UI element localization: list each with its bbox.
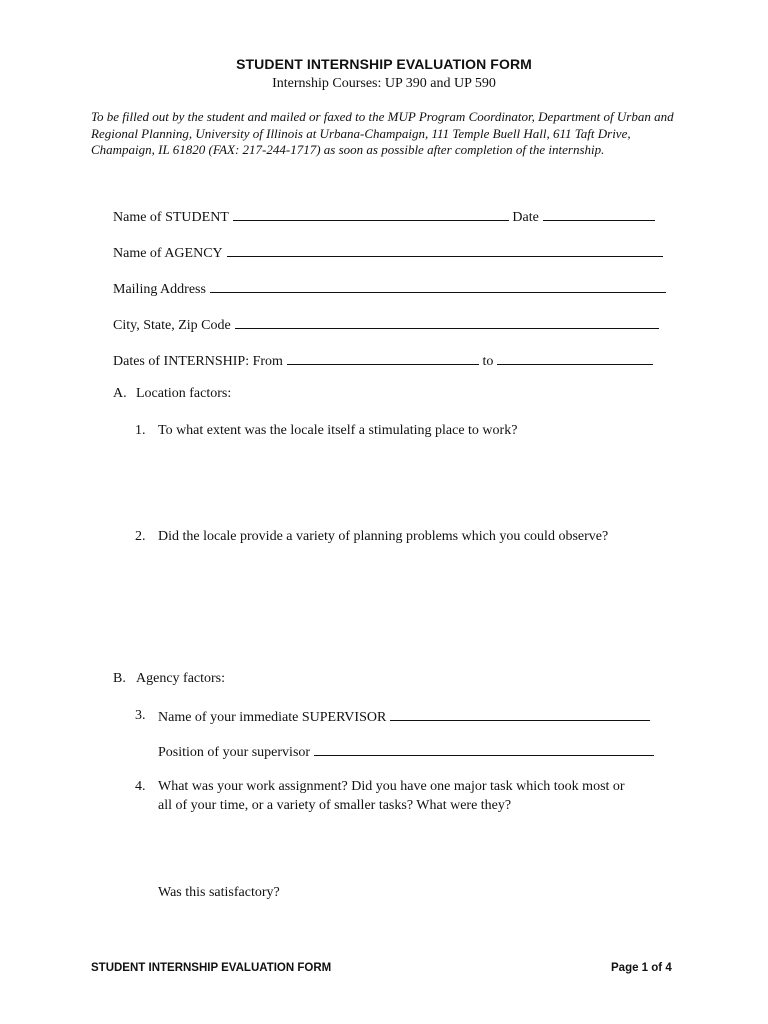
date-blank[interactable] — [543, 207, 655, 221]
section-b-label: Agency factors: — [136, 671, 226, 686]
mailing-address-row — [113, 279, 666, 299]
question-1-number: 1. — [135, 423, 146, 438]
student-name-label: Name of STUDENT — [113, 210, 229, 225]
mailing-address-blank[interactable] — [210, 279, 666, 293]
supervisor-position-blank[interactable] — [314, 742, 654, 756]
footer-form-title: STUDENT INTERNSHIP EVALUATION FORM — [91, 962, 332, 974]
city-state-zip-row — [113, 315, 659, 335]
section-a-label: Location factors: — [136, 386, 232, 401]
question-4-line-2: all of your time, or a variety of smaller tasks? What were they? — [158, 798, 512, 813]
internship-from-blank[interactable] — [287, 351, 479, 365]
footer-page-number: Page 1 of 4 — [611, 962, 672, 974]
agency-name-blank[interactable] — [227, 243, 663, 257]
question-3-number: 3. — [135, 708, 146, 723]
city-state-zip-label: City, State, Zip Code — [113, 318, 231, 333]
supervisor-name-blank[interactable] — [390, 707, 650, 721]
agency-name-label: Name of AGENCY — [113, 246, 223, 261]
internship-to-label: to — [482, 354, 494, 369]
date-label: Date — [512, 210, 539, 225]
internship-to-blank[interactable] — [497, 351, 653, 365]
question-3-text — [158, 707, 650, 727]
instructions-paragraph: To be filled out by the student and mailed or faxed to the MUP Program Coordinator, Department of Urban and Regional Planning, University of Illinois at Urbana-Champaign, 111 Temple Buell Hall, 611 Taft Drive, Champaign, IL 61820 (FAX: 217-244-1717) as soon as possible after completion of the internship. — [91, 109, 674, 157]
section-a-heading — [113, 386, 231, 402]
student-name-blank[interactable] — [233, 207, 509, 221]
question-2-number: 2. — [135, 529, 146, 544]
city-state-zip-blank[interactable] — [235, 315, 659, 329]
supervisor-position-label: Position of your supervisor — [158, 745, 311, 760]
question-4-followup: Was this satisfactory? — [158, 885, 280, 900]
question-4-number: 4. — [135, 779, 146, 794]
section-b-letter: B. — [113, 671, 126, 686]
supervisor-position-row — [158, 742, 654, 761]
agency-name-row — [113, 243, 663, 263]
question-1-text: To what extent was the locale itself a stimulating place to work? — [158, 423, 518, 438]
question-4-line-1: What was your work assignment? Did you have one major task which took most or — [158, 779, 625, 794]
section-a-letter: A. — [113, 386, 127, 401]
section-b-heading — [113, 671, 225, 687]
supervisor-name-label: Name of your immediate SUPERVISOR — [158, 710, 387, 725]
form-title: STUDENT INTERNSHIP EVALUATION FORM — [236, 56, 532, 72]
form-subtitle: Internship Courses: UP 390 and UP 590 — [272, 76, 496, 91]
internship-from-label: Dates of INTERNSHIP: From — [113, 354, 283, 369]
internship-dates-row — [113, 351, 653, 371]
student-name-row — [113, 207, 655, 227]
question-2-text: Did the locale provide a variety of planning problems which you could observe? — [158, 529, 609, 544]
mailing-address-label: Mailing Address — [113, 282, 206, 297]
